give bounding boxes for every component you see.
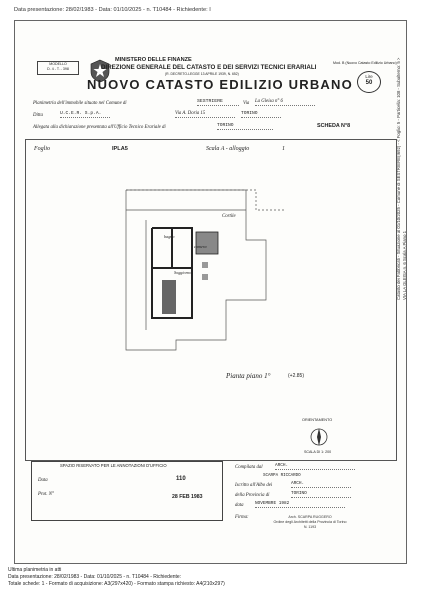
- plan-frame: [25, 139, 397, 461]
- modello-box: [37, 61, 79, 75]
- ditta-city: TORINO: [241, 111, 281, 118]
- cadastral-sheet: [14, 20, 407, 564]
- architect-stamp: [255, 515, 365, 549]
- firma-stamp: Arch. SCARPA RUGGERO: [288, 515, 332, 519]
- orientamento-label: ORIENTAMENTO: [302, 418, 333, 422]
- firma-label: Firma:: [235, 515, 249, 520]
- room-bagno: bagno: [164, 234, 175, 239]
- sub-decree: (R. DECRETO-LEGGE 13 APRILE 1939, N. 652): [165, 72, 239, 76]
- data2-label: data: [235, 503, 244, 508]
- via-value: La Gleisa n° 6: [255, 99, 315, 106]
- ministry-name: MINISTERO DELLE FINANZE: [115, 57, 192, 63]
- mod-right: Mod. B (Nuovo Catasto Edilizio Urbano): [333, 61, 397, 65]
- compilata-value: ARCH.: [275, 463, 355, 470]
- provincia-label: della Provincia di: [235, 493, 270, 498]
- ditta-value: U.C.E.R. S.p.A.: [60, 111, 110, 118]
- provincia-value: TORINO: [291, 491, 351, 498]
- lire-badge: [357, 71, 381, 93]
- footer-line-1: Ultima planimetria in atti: [8, 567, 62, 573]
- scala-value: 1: [282, 146, 285, 152]
- ditta-address: Via A. Doria 15: [175, 111, 235, 118]
- planimetria-comune: SESTRIERE: [197, 99, 239, 106]
- lire-label: Lire: [365, 74, 373, 79]
- office-num: 110: [176, 476, 186, 482]
- riservato-label: SPAZIO RISERVATO PER LE ANNOTAZIONI D'UFFICIO: [60, 463, 167, 468]
- compilata-name: SCARPA RICCARDO: [263, 474, 301, 478]
- office-prot-label: Prot. N°: [38, 492, 54, 497]
- modello-label: MODELLO: [49, 62, 67, 66]
- firma-stamp2: Ordine degli Architetti della Provincia di Torino: [273, 520, 347, 524]
- firma-num: N. 1193: [303, 525, 317, 529]
- room-camera: camera: [194, 244, 207, 249]
- lire-value: 50: [365, 80, 373, 86]
- data2-value: NOVEMBRE 1982: [255, 501, 345, 508]
- form-title: NUOVO CATASTO EDILIZIO URBANO: [87, 77, 353, 92]
- footer-line-3: Totale schede: 1 - Formato di acquisizione: A3(297x420) - Formato stampa richiesto: A4(210x297): [8, 581, 225, 587]
- footer: [8, 567, 225, 588]
- planimetria-label: Planimetria dell'immobile situato nel Comune di: [33, 101, 127, 106]
- compilata-label: Compilata dal: [235, 465, 263, 470]
- compass-icon: [308, 426, 330, 448]
- scheda-number: SCHEDA N°8: [317, 123, 351, 129]
- scala-label: Scala A - alloggio: [206, 146, 250, 152]
- pianta-label: Pianta piano 1°: [226, 372, 271, 380]
- iscritto-label: Iscritto all'Albo dei: [235, 483, 273, 488]
- side-annotation: [396, 0, 408, 300]
- office-data-label: Data: [38, 478, 48, 483]
- room-soggiorno: Soggiorno: [174, 270, 192, 275]
- foglio-value: IPLA5: [112, 146, 128, 152]
- date-stamp: 28 FEB 1983: [172, 494, 203, 500]
- side-line-2: VIA LA GLEISA n. 6 Scala A Piano 1: [402, 230, 407, 300]
- cortile-label: Cortile: [222, 214, 236, 219]
- foglio-label: Foglio: [34, 146, 50, 152]
- pianta-quota: (+2.85): [288, 373, 304, 379]
- side-line-1: Catasto dei Fabbricati - Situazione al 01/10/2025 - Comune di SESTRIERE(I692) - < Foglio: 5 - Particella: 108 - Subalterno: 5 >: [396, 57, 401, 300]
- direzione-name: DIREZIONE GENERALE DEL CATASTO E DEI SERVIZI TECNICI ERARIALI: [101, 64, 317, 71]
- footer-line-2: Data presentazione: 28/02/1983 - Data: 01/10/2025 - n. T10484 - Richiedente:: [8, 574, 182, 580]
- via-label: Via: [243, 101, 250, 106]
- allegata-value: TORINO: [217, 123, 273, 130]
- iscritto-value: ARCH.: [291, 481, 351, 488]
- allegata-label: Allegata alla dichiarazione presentata all'Ufficio Tecnico Erariale di: [33, 125, 166, 130]
- ditta-label: Ditta: [33, 113, 43, 118]
- header-line: Data presentazione: 28/02/1983 - Data: 01/10/2025 - n. T10484 - Richiedente: I: [14, 7, 211, 13]
- scala-small: SCALA DI 1: 200: [304, 450, 332, 454]
- modello-code: D. 4 - T. - 398: [47, 67, 69, 71]
- floor-plan-drawing: [86, 180, 306, 370]
- office-reserved-box: [31, 461, 223, 521]
